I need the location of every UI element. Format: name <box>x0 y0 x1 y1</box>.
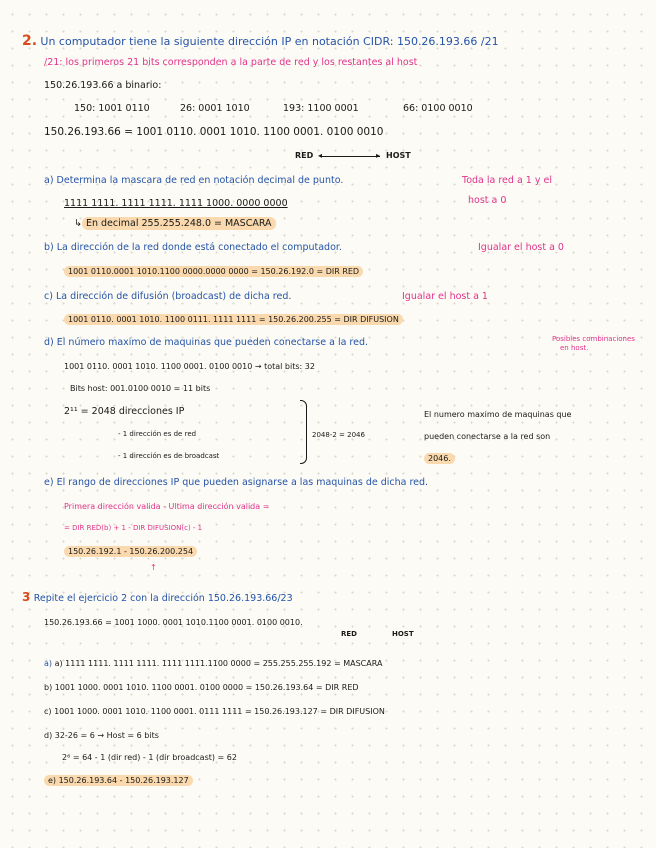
d-brace <box>300 400 307 464</box>
ex3-red-label: RED <box>341 630 357 638</box>
prefix-note: /21: los primeros 21 bits corresponden a la parte de red y los restantes al host <box>44 57 418 68</box>
answer-b <box>64 265 363 279</box>
d-minus-broadcast: - 1 dirección es de broadcast <box>118 452 220 460</box>
hint-b: Igualar el host a 0 <box>478 242 564 253</box>
d-conclusion-value: 2046. <box>424 453 455 464</box>
exercise-2-header <box>22 34 499 49</box>
d-conclusion-2: pueden conectarse a la red son <box>424 432 551 441</box>
d-binary: 1001 0110. 0001 1010. 1100 0001. 0100 0010 → total bits: 32 <box>64 362 315 371</box>
hint-d-2: en host. <box>560 344 589 352</box>
exercise-statement: Un computador tiene la siguiente dirección IP en notación CIDR: 150.26.193.66 /21 <box>40 35 499 48</box>
ex3-b <box>44 681 359 695</box>
question-b: b) La dirección de la red donde está conectado el computador. <box>44 242 342 253</box>
ex3-host-label: HOST <box>392 630 414 638</box>
octet-4: 66: 0100 0010 <box>403 103 473 114</box>
d-conclusion-1: El numero maximo de maquinas que <box>424 410 572 419</box>
d-combinations: 2¹¹ = 2048 direcciones IP <box>64 406 185 417</box>
octet-3: 193: 1100 0001 <box>283 103 359 114</box>
exercise-3-header <box>22 590 293 606</box>
d-minus-red: - 1 dirección es de red <box>118 430 197 438</box>
ex3-d1: d) 32-26 = 6 → Host = 6 bits <box>44 731 159 740</box>
e-answer <box>64 545 197 559</box>
question-d: d) El número maximo de maquinas que pueden conectarse a la red. <box>44 337 369 348</box>
mask-decimal: ↳ En decimal 255.255.248.0 = MASCARA <box>74 217 276 231</box>
answer-c <box>64 313 403 327</box>
hint-a: Toda la red a 1 y el <box>462 175 552 186</box>
question-a: a) Determina la mascara de red en notación decimal de punto. <box>44 175 344 186</box>
ex3-binary: 150.26.193.66 = 1001 1000. 0001 1010.1100 0001. 0100 0010. <box>44 618 303 627</box>
hint-c: Igualar el host a 1 <box>402 291 488 302</box>
red-host-divider-arrow <box>322 156 380 157</box>
hint-a-cont: host a 0 <box>468 195 507 206</box>
e-line-2: = DIR RED(b) + 1 - DIR DIFUSION(c) - 1 <box>64 524 203 532</box>
exercise-number: 3 <box>22 590 31 604</box>
exercise-statement: Repite el ejercicio 2 con la dirección 150.26.193.66/23 <box>33 593 293 604</box>
hint-d-1: Posibles combinaciones <box>552 335 635 343</box>
host-label: HOST <box>386 151 411 160</box>
octet-1: 150: 1001 0110 <box>74 103 150 114</box>
ex3-e-text: e) 150.26.193.64 - 150.26.193.127 <box>44 775 193 786</box>
ex3-c <box>44 705 385 719</box>
d-conclusion-3 <box>424 452 455 466</box>
e-marker-arrow: ↑ <box>150 563 157 572</box>
mask-decimal-text: En decimal 255.255.248.0 = MASCARA <box>82 217 276 230</box>
ex3-e <box>44 774 193 788</box>
question-e: e) El rango de direcciones IP que pueden asignarse a las maquinas de dicha red. <box>44 477 429 488</box>
answer-c-text: 1001 0110. 0001 1010. 1100 0111. 1111 1111 = 150.26.200.255 = DIR DIFUSION <box>64 314 403 325</box>
ex3-b-text: b) 1001 1000. 0001 1010. 1100 0001. 0100 0000 = 150.26.193.64 = DIR RED <box>44 683 359 692</box>
red-label: RED <box>295 151 314 160</box>
binary-intro: 150.26.193.66 a binario: <box>44 80 162 91</box>
full-binary: 150.26.193.66 = 1001 0110. 0001 1010. 1100 0001. 0100 0010 <box>44 126 384 138</box>
ex3-c-text: c) 1001 1000. 0001 1010. 1100 0001. 0111 1111 = 150.26.193.127 = DIR DIFUSION <box>44 707 385 716</box>
d-host-bits: Bits host: 001.0100 0010 = 11 bits <box>70 384 211 393</box>
d-result: 2048-2 = 2046 <box>312 431 365 439</box>
exercise-number: 2. <box>22 33 38 49</box>
arrow-left-head: ◂ <box>318 151 323 160</box>
arrow-right-head: ▸ <box>376 151 381 160</box>
question-c: c) La dirección de difusión (broadcast) de dicha red. <box>44 291 292 302</box>
e-answer-text: 150.26.192.1 - 150.26.200.254 <box>64 546 197 557</box>
ex3-d2: 2⁶ = 64 - 1 (dir red) - 1 (dir broadcast) = 62 <box>62 753 237 762</box>
octet-2: 26: 0001 1010 <box>180 103 250 114</box>
ex3-a-text: a) 1111 1111. 1111 1111. 1111 1111.1100 0000 = 255.255.255.192 = MASCARA <box>54 659 383 668</box>
mask-binary: 1111 1111. 1111 1111. 1111 1000. 0000 0000 <box>64 198 288 209</box>
e-line-1: Primera dirección valida - Ultima dirección valida = <box>64 502 270 511</box>
ex3-a: a) a) 1111 1111. 1111 1111. 1111 1111.1100 0000 = 255.255.255.192 = MASCARA <box>44 659 383 668</box>
answer-b-text: 1001 0110.0001 1010.1100 0000.0000 0000 = 150.26.192.0 = DIR RED <box>64 266 363 277</box>
